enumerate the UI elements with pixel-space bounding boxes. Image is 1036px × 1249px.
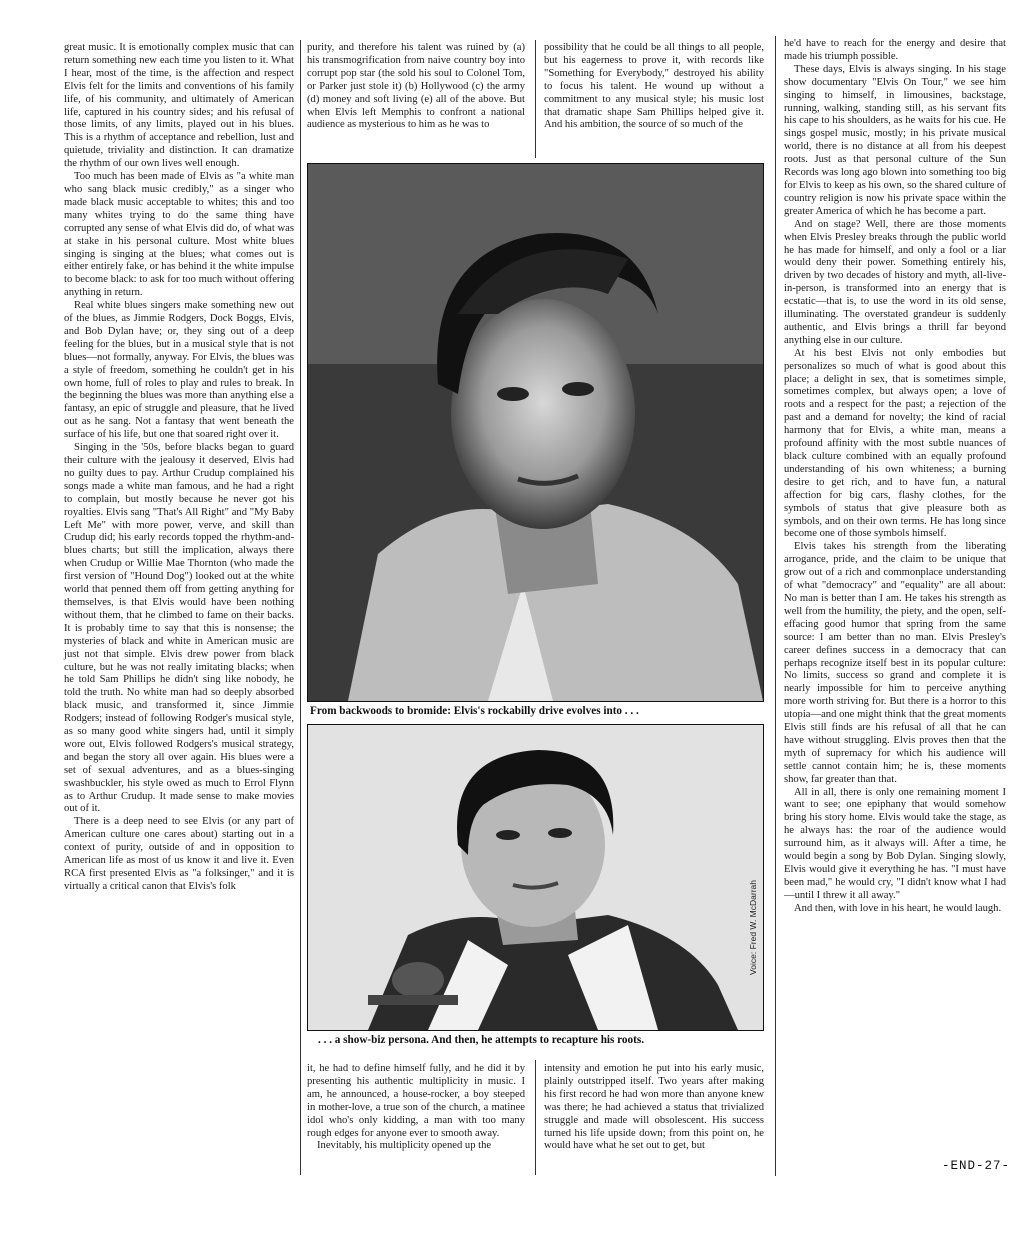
column-rule [775,36,776,1176]
paragraph: great music. It is emotionally complex music that can return something new each time you listen to it. What I hear, most of the time, is the affection and respect Elvis felt for the limits and conventions of his family life, of his community, and ultimately of American life, captured in his country sides; and his refusal of those limits, of any limits, played out in his blues. This is a rhythm of acceptance and rebellion, lust and quietude, triviality and distinction. It can dramatize the rhythm of our own lives well enough. [64,42,294,170]
paragraph: There is a deep need to see Elvis (or any part of American culture one cares about) starting out in a context of purity, outside of and in opposition to American life as most of us know it and live it. Even RCA first presented Elvis as "a folksinger," and it is virtually a critical canon that Elvis's folk [64,816,294,892]
column-f [544,1063,764,1153]
column-c [544,42,764,132]
column-rule [535,1060,536,1175]
paragraph: Too much has been made of Elvis as "a white man who sang black music credibly," as a singer who made black music acceptable to whites; this and too many whites trying to do the same thing have corrupted any sense of what Elvis did do, of what was at stake in his personal culture. Most white blues singing is singing at the blues; what comes out is either entirely fake, or has behind it the white impulse to become black: to ask for too much without offering anything in return. [64,171,294,299]
caption-top: From backwoods to bromide: Elvis's rockabilly drive evolves into . . . [310,705,639,717]
paragraph: Real white blues singers make something new out of the blues, as Jimmie Rodgers, Dock Boggs, Elvis, and Bob Dylan have; or, they sing out of a deep feeling for the blues, but in a musical style that is not blues—not formally, anyway. For Elvis, the blues was a style of freedom, something he couldn't get in his own home, full of roles to play and rules to break. In the beginning the blues was more than anything else a fantasy, an epic of struggle and pleasure, that he lived out as he sang. Not a fantasy that went beneath the surface of his life, but one that soared right over it. [64,300,294,441]
caption-bottom: . . . a show-biz persona. And then, he attempts to recapture his roots. [318,1034,644,1046]
column-a [64,42,294,894]
photo-credit: Voice: Fred W. McDarrah [748,880,758,975]
paragraph: And on stage? Well, there are those moments when Elvis Presley breaks through the public world he has made for himself, and only a fool or a liar would deny their power. Something entirely his, driven by two decades of history and myth, all-live-in-person, is transformed into an energy that is ecstatic—that is, to use the word in its old sense, illuminating. The overstated grandeur is suddenly authentic, and Elvis brings a thrill far beyond anything else in our culture. [784,218,1006,346]
paragraph: And then, with love in his heart, he would laugh. [794,902,1002,914]
paragraph: possibility that he could be all things to all people, but his eagerness to prove it, with records like "Something for Everybody," destroyed his ability to focus his talent. He wound up without a commitment to any musical style; his music lost that dramatic shape Sam Phillips helped give it. And his ambition, the source of so much of the [544,42,764,131]
paragraph: All in all, there is only one remaining moment I want to see; one epiphany that would somehow bring his story home. Elvis would take the stage, as he always has: the roar of the audience would surround him, as it always will. After a time, he would begin a song by Bob Dylan. Singing slowly, Elvis would give it everything he has. "I must have been mad," he would cry, "I didn't know what I had—until I threw it all away." [784,786,1006,901]
column-e [307,1063,525,1153]
paragraph: Singing in the '50s, before blacks began to guard their culture with the jealousy it deserved, Elvis had no guilty dues to pay. Arthur Crudup complained his songs made a white man famous, and he had a right to complain, but mostly because he never got his royalties. Elvis sang "That's All Right" and "My Baby Left Me" with more power, verve, and skill than Crudup did; his early records topped the rhythm-and-blues charts; but still the implication, always there when Crudup or Willie Mae Thornton (who made the first version of "Hound Dog") looked out at the white world that penned them off from getting anything for themselves, is that Elvis would have been nothing without them, that he climbed to fame on their backs. It is probably time to say that this is nonsense; the mysteries of black and white in American music are just not that simple. Elvis drew power from black culture, but he was not really imitating blacks; when he told Sam Phillips he didn't sing like nobody, he told the truth. No white man had so deeply absorbed black music, and transformed it, since Jimmie Rodgers; instead of following Rodger's musical style, as so many good white singers had, until it simply wore out, Elvis followed Rodgers's musical strategy, and began the story all over again. His blues were a set of sexual adventures, and as a blues-singing swashbuckler, his style owed as much to Errol Flynn as to Arthur Crudup. It made sense to make movies out of it. [64,442,294,815]
paragraph: At his best Elvis not only embodies but personalizes so much of what is good about this place; a delight in sex, that is sometimes simple, sometimes complex, but always open; a love of roots and a respect for the past; a rejection of the past and a demand for novelty; the kind of racial harmony that for Elvis, a white man, means a profound affinity with the most subtle nuances of black culture combined with an equally profound understanding of his own whiteness; a burning desire to get rich, and to have fun, a natural affection for big cars, flashy clothes, for the symbols of status that give pleasure both as symbols, and on their own terms. He has long since become one of those symbols himself. [784,347,1006,540]
paragraph: purity, and therefore his talent was ruined by (a) his transmogrification from naive country boy into corrupt pop star (the sold his soul to Colonel Tom, or Parker just stole it) (b) Hollywood (c) the army (d) money and soft living (e) all of the above. But when Elvis left Memphis to confront a national audience as mysterious to him as he was to [307,42,525,131]
paragraph: intensity and emotion he put into his early music, plainly outstripped itself. Two years after making his first record he had won more than anyone knew was there; he had achieved a status that trivialized struggle and made will obsolescent. His success turned his life upside down; from this point on, he would have what he set out to get, but [544,1063,764,1152]
portrait-illustration [308,725,763,1030]
paragraph: Inevitably, his multiplicity opened up the [317,1140,492,1152]
column-d [784,38,1006,916]
photo-young-elvis [307,163,764,702]
end-mark: -END-27- [942,1159,1011,1173]
paragraph: he'd have to reach for the energy and desire that made his triumph possible. [784,38,1006,62]
paragraph: Elvis takes his strength from the liberating arrogance, pride, and the claim to be unique that grow out of a rich and commonplace understanding of what "democracy" and "equality" are all about: No man is better than I am. He takes his strength as well from the humility, the piety, and the open, self-effacing good humor that spring from the same source: I am better than no man. Elvis Presley's career defines success in a democracy that can perhaps recognize itself best in its popular culture: No limits, success so grand and complete it is nearly impossible for him to perceive anything more worth striving for. But there is a horror to this utopia—and one might think that the great moments Elvis still finds are his refusal of all that he can have without struggling. Elvis proves then that the myth of supremacy for which his audience will settle cannot contain him; he is, these moments show, far greater than that. [784,541,1006,785]
column-rule [300,40,301,1175]
photo-older-elvis [307,724,764,1031]
paragraph: it, he had to define himself fully, and he did it by presenting his authentic multiplicity in music. I am, he announced, a house-rocker, a boy steeped in mother-love, a true son of the church, a matinee idol who's only kidding, a man with too many rough edges for anyone ever to smooth away. [307,1063,525,1139]
portrait-illustration [308,164,763,701]
paragraph: These days, Elvis is always singing. In his stage show documentary "Elvis On Tour," we see him singing to himself, in limousines, backstage, running, walking, standing still, as his servant fits his cape to his shoulders, as he waits for his cue. He sings gospel music, mostly; in his private musical world, there is no distance at all from his deepest roots. Just as that personal culture of the Sun Records was long ago blown into something too big for Elvis to keep as his own, so the shared culture of country religion is now his private space within the greater America of which he has become a part. [784,63,1006,217]
column-b [307,42,525,132]
column-rule [535,40,536,158]
